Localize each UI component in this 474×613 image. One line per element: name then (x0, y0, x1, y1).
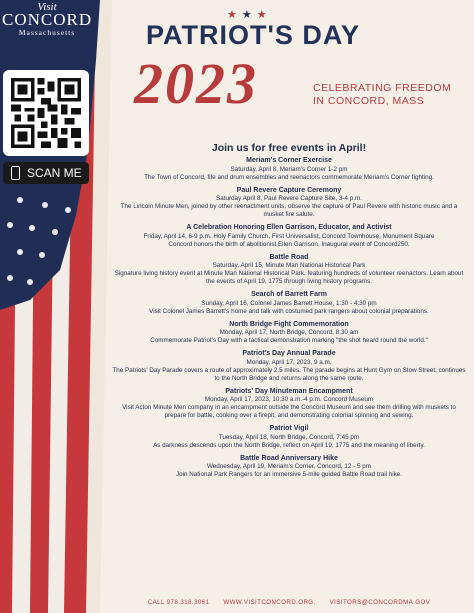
event-when: Saturday, April 8, Meriam's Corner 1-2 pm (230, 165, 348, 173)
event-name: Battle Road Anniversary Hike (240, 454, 338, 462)
event-description: Commemorate Patriot's Day with a tactical demonstration marking "the shot heard round the world." (150, 337, 428, 344)
event-when: Saturday April 8, Paul Revere Capture Site, 3-4 p.m. (216, 195, 362, 202)
event-description: The Patriots' Day Parade covers a route of approximately 2.5 miles. The parade begins at Hunt Gym on Stow Street, continues to the North Bridge and returns along the same route. (112, 366, 466, 382)
event-item (112, 425, 466, 450)
event-description: The Lincoln Minute Men, joined by other reenactment units, observe the capture of Paul Revere with historic music and a musket fire salute. (120, 203, 458, 218)
event-description: Visit Colonel James Barrett's home and talk with costumed park rangers about colonial preparations. (149, 307, 429, 315)
event-item (112, 350, 466, 383)
intro-heading: Join us for free events in April! (211, 142, 367, 154)
scan-me-label: SCAN ME (27, 166, 82, 180)
event-name: Patriot's Day Annual Parade (242, 350, 336, 357)
event-when: Saturday, April 15, Minute Man National Historical Park (212, 262, 366, 269)
star-icon: ★ (241, 9, 252, 21)
event-item (112, 187, 466, 220)
phone-icon (11, 166, 20, 180)
event-when: Monday, April 17, 2023, 9 a.m. (246, 358, 332, 366)
event-description: Concord honors the birth of abolitionist Ellen Garrison. Inaugural event of Concord250. (168, 240, 410, 248)
event-when: Tuesday, April 18, North Bridge, Concord, 7:45 pm (218, 433, 360, 441)
tagline (313, 82, 463, 108)
tagline-line: IN CONCORD, MASS (313, 95, 425, 107)
tagline-line: CELEBRATING FREEDOM (313, 82, 452, 94)
logo-visit-text: Visit (37, 1, 57, 13)
event-name: Paul Revere Capture Ceremony (236, 186, 342, 194)
scan-me-button[interactable] (3, 162, 89, 184)
events-list (112, 142, 466, 484)
event-description: Signature living history event at Minute Man National Historical Park, featuring hundreds of volunteer reenactors. Learn about the events of April 19, 1775 through living history programs. (114, 270, 464, 285)
event-description: The Town of Concord, fife and drum ensembles and reenactors commemorate Meriam's Corner fighting. (144, 173, 434, 181)
event-name: Search of Barrett Farm (251, 291, 327, 298)
page-title: PATRIOT'S DAY (146, 20, 360, 50)
event-when: Sunday, April 16, Colonel James Barrett House, 1:30 - 4:30 pm (201, 299, 377, 307)
website-link[interactable]: WWW.VISITCONCORD.ORG. (223, 599, 316, 606)
event-when: Friday, April 14, 6-9 p.m. Holy Family Church, First Universalist, Concord Townhouse, Monument Square (143, 232, 435, 240)
event-item (112, 388, 466, 421)
logo-state-text: Massachusetts (18, 28, 76, 37)
visit-concord-logo (2, 2, 92, 37)
event-description: Visit Acton Minute Men company in an encampment outside the Concord Museum and see them drilling with muskets to prepare for battle, cooking over a firepit, and demonstrating colonial spinning and sewing. (122, 404, 456, 419)
email-link[interactable]: VISITORS@CONCORDMA.GOV (329, 599, 431, 606)
event-item (112, 291, 466, 316)
event-when: Monday, April 17, 2023, 10:30 a.m.-4 p.m. Concord Museum (204, 396, 374, 403)
star-icon: ★ (256, 9, 267, 21)
event-description: Join National Park Rangers for an immersive 5-mile guided Battle Road trail hike. (175, 471, 403, 478)
event-description: As darkness descends upon the North Bridge, reflect on April 19, 1775 and the meaning of liberty. (153, 441, 425, 449)
footer-contact (112, 599, 466, 606)
star-icon: ★ (227, 9, 237, 21)
event-item (112, 321, 466, 346)
event-name: Patriot Vigil (269, 425, 309, 432)
event-name: Battle Road (269, 253, 309, 261)
year-heading: 2023 (134, 51, 258, 116)
phone-link[interactable]: CALL 978.318.3061 (147, 599, 210, 606)
event-name: Patriots' Day Minuteman Encampment (225, 387, 353, 395)
event-when: Monday, April 17, North Bridge, Concord, 8:30 am (219, 329, 359, 336)
qr-code[interactable] (3, 70, 89, 156)
qr-code-icon (11, 78, 81, 148)
event-item (112, 254, 466, 287)
event-when: Wednesday, April 19, Meriam's Corner, Concord, 12 - 5 pm (206, 463, 372, 470)
logo-concord-text: CONCORD (2, 10, 93, 29)
event-name: Meriam's Corner Exercise (246, 157, 332, 164)
event-item (112, 224, 466, 249)
event-item (112, 157, 466, 182)
event-name: North Bridge Fight Commemoration (229, 320, 349, 328)
event-name: A Celebration Honoring Ellen Garrison, Educator, and Activist (186, 224, 392, 231)
event-item (112, 455, 466, 480)
